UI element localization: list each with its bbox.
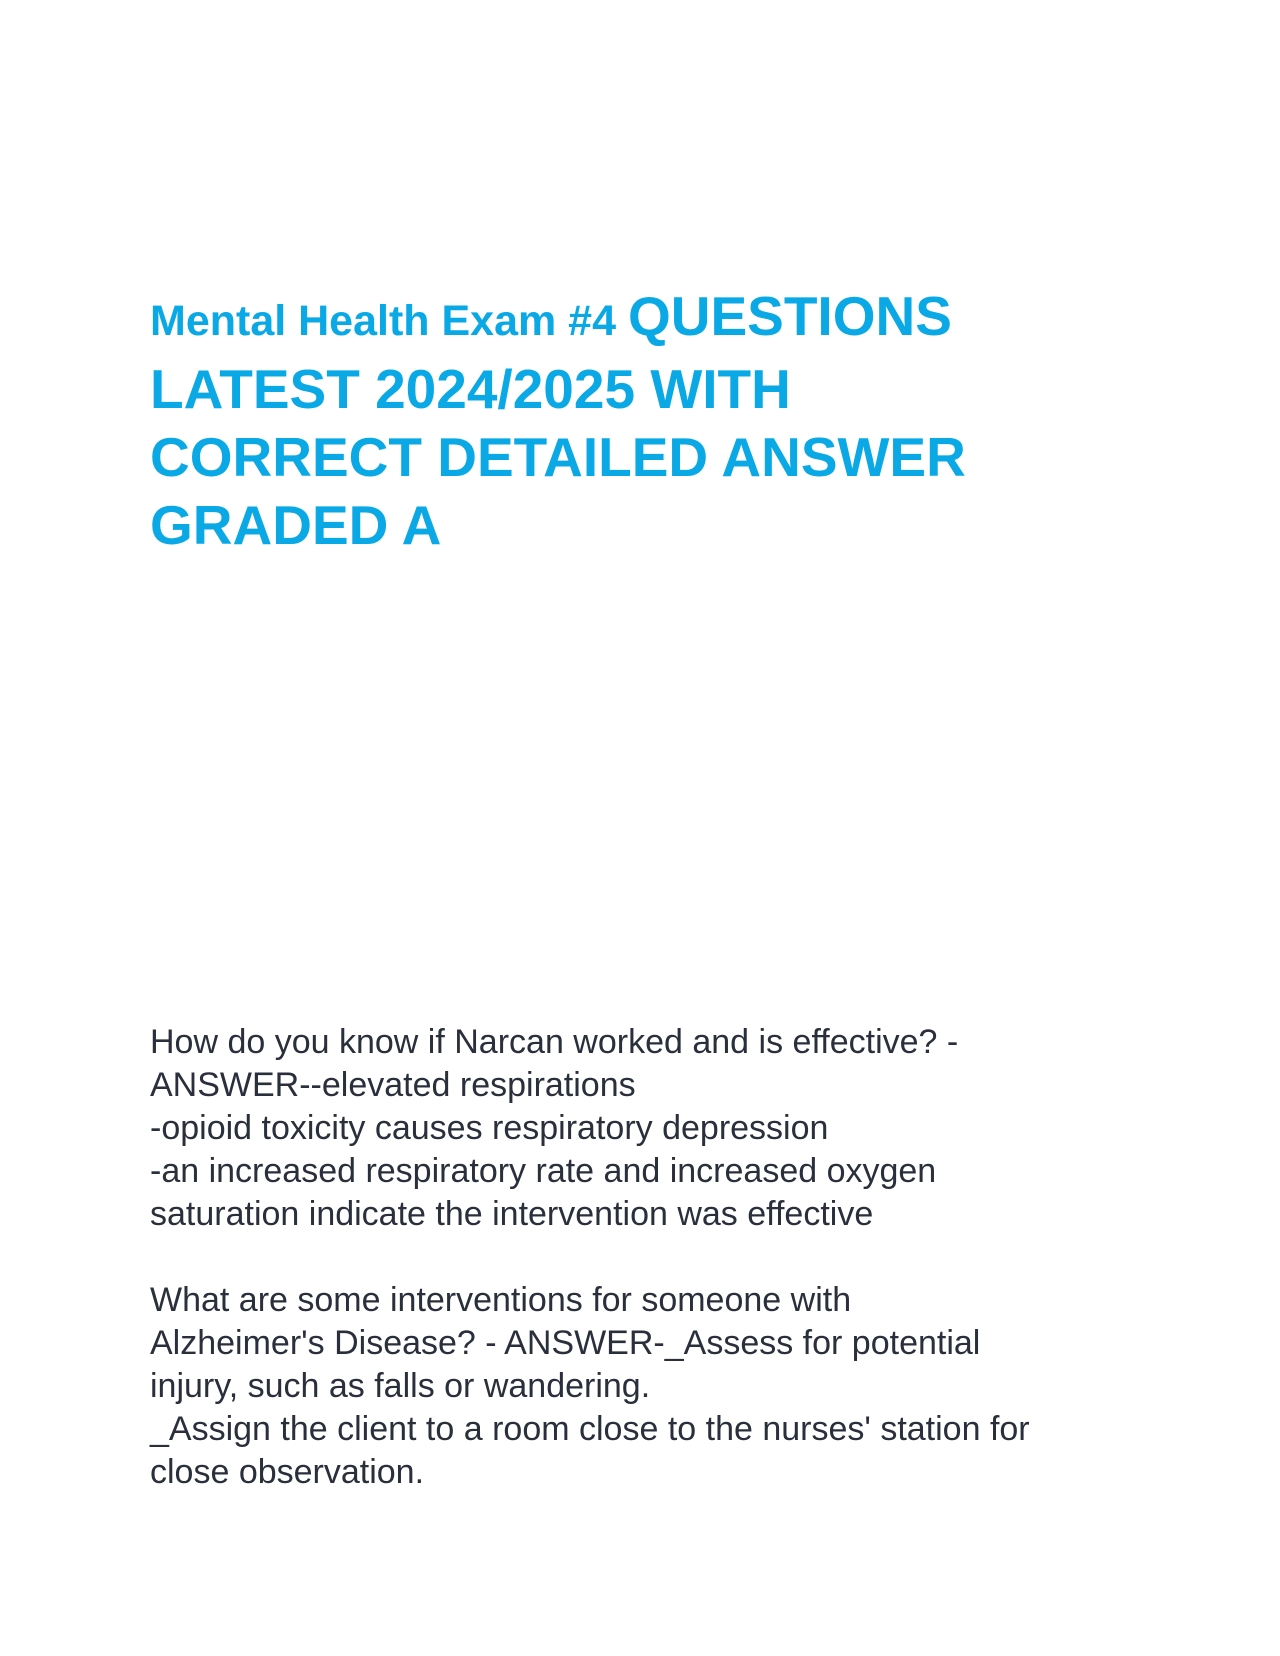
qa-line: -opioid toxicity causes respiratory depression: [150, 1109, 829, 1147]
qa-line: _Assign the client to a room close to the nurses' station for: [150, 1410, 1030, 1448]
title-line-3: CORRECT DETAILED ANSWER: [150, 426, 966, 488]
qa-line: close observation.: [150, 1453, 425, 1491]
title-line-2: LATEST 2024/2025 WITH: [150, 358, 791, 420]
qa-line: saturation indicate the intervention was effective: [150, 1195, 874, 1233]
title-line-4: GRADED A: [150, 494, 442, 556]
title-line-1: [150, 282, 1130, 355]
qa-line: Alzheimer's Disease? - ANSWER-_Assess for potential: [150, 1324, 981, 1362]
qa-line: -an increased respiratory rate and increased oxygen: [150, 1152, 937, 1190]
qa-section: [150, 1021, 1150, 1537]
qa-line: What are some interventions for someone with: [150, 1281, 852, 1319]
title-lead: Mental Health Exam #4: [150, 297, 628, 345]
qa-line: ANSWER--elevated respirations: [150, 1066, 636, 1104]
qa-line: injury, such as falls or wandering.: [150, 1367, 651, 1405]
document-title: [150, 282, 1130, 559]
qa-item-narcan: [150, 1021, 1150, 1236]
title-line-1-rest: QUESTIONS: [627, 285, 952, 347]
qa-line: How do you know if Narcan worked and is effective? -: [150, 1023, 959, 1061]
qa-item-alzheimers: [150, 1279, 1150, 1494]
